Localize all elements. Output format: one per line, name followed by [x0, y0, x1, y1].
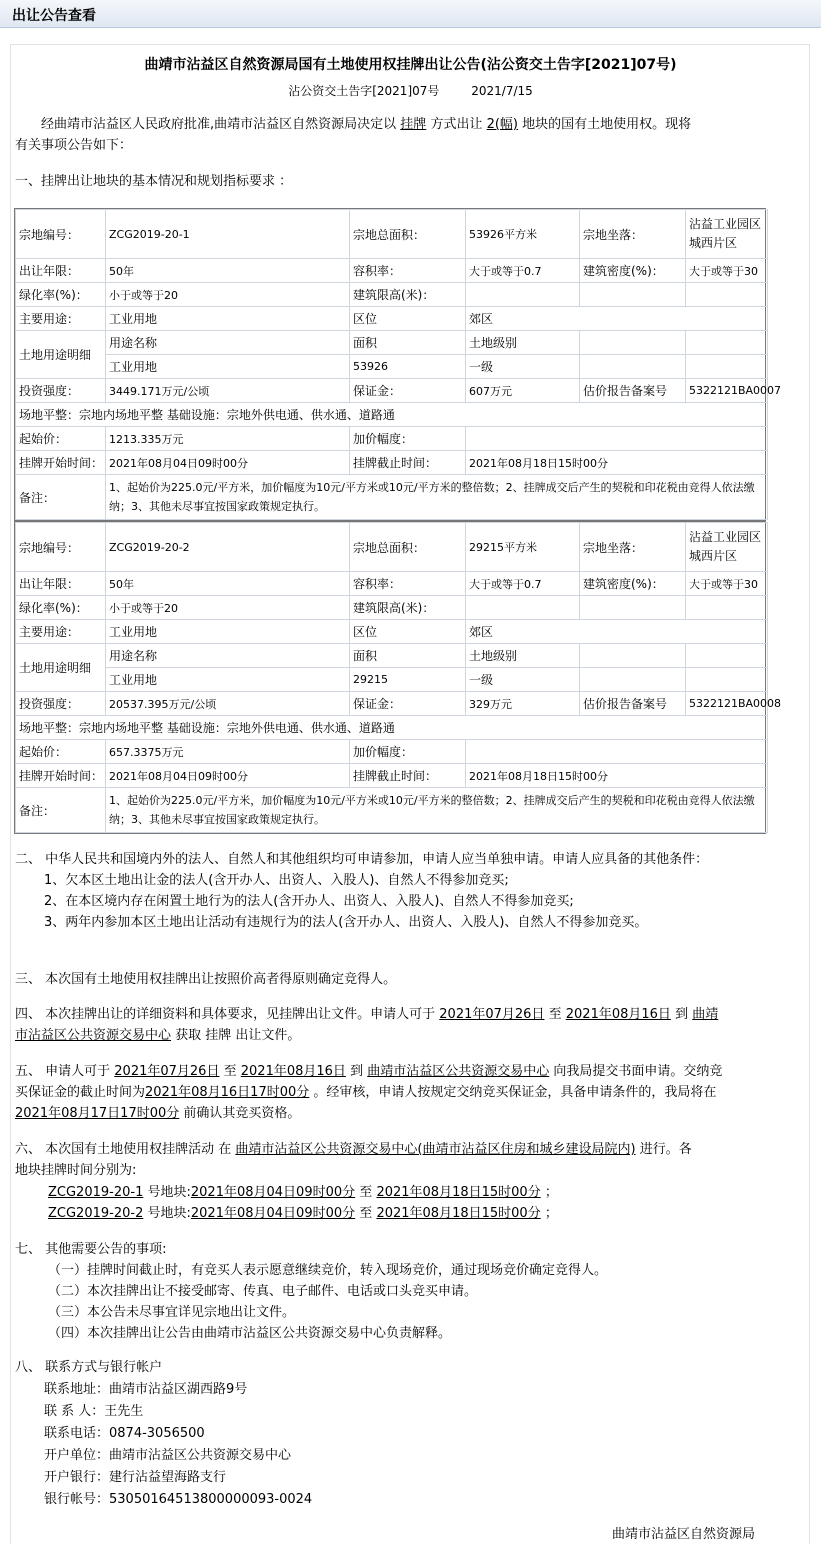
- doc-ref-no: 沾公资交土告字[2021]07号: [288, 84, 440, 98]
- table-cell: 挂牌开始时间：: [16, 764, 106, 788]
- contact-address: 联系地址：曲靖市沾益区湖西路9号: [44, 1382, 248, 1397]
- account-number: 银行帐号：53050164513800000093-0024: [44, 1492, 313, 1507]
- table-cell: 工业用地: [106, 307, 350, 331]
- section-2-item: 1、欠本区土地出让金的法人(含开办人、出资人、入股人)、自然人不得参加竞买;: [44, 873, 509, 888]
- s6-place: 曲靖市沾益区公共资源交易中心(曲靖市沾益区住房和城乡建设局院内): [235, 1142, 636, 1157]
- table-cell: 保证金：: [350, 692, 466, 716]
- table-cell: 607万元: [466, 379, 580, 403]
- table-cell: 沾益工业园区城西片区: [686, 523, 768, 572]
- table-cell: 加价幅度：: [350, 740, 466, 764]
- section-7-heading: 七、 其他需要公告的事项:: [15, 1242, 167, 1257]
- contact-phone: 联系电话：0874-3056500: [44, 1426, 205, 1441]
- table-cell: [466, 283, 580, 307]
- table-cell: 657.3375万元: [106, 740, 350, 764]
- doc-subline: [0, 82, 821, 99]
- table-cell: 区位: [350, 620, 466, 644]
- table-cell: 50年: [106, 259, 350, 283]
- section-2-item: 2、在本区境内存在闲置土地行为的法人(含开办人、出资人、入股人)、自然人不得参加竞买;: [44, 894, 574, 909]
- table-cell: 5322121BA0008: [686, 692, 768, 716]
- table-cell: 面积: [350, 644, 466, 668]
- table-cell: 宗地编号：: [16, 210, 106, 259]
- table-cell: [466, 740, 768, 764]
- table-cell: [686, 331, 768, 355]
- s5-confirm-time: 2021年08月17日17时00分: [15, 1106, 180, 1121]
- table-cell: 29215平方米: [466, 523, 580, 572]
- table-cell: ZCG2019-20-2: [106, 523, 350, 572]
- table-cell: 绿化率(%)：: [16, 596, 106, 620]
- table-cell: [466, 596, 580, 620]
- section-7-item: （一）挂牌时间截止时，有竞买人表示愿意继续竞价，转入现场竞价，通过现场竞价确定竞得人。: [48, 1263, 608, 1278]
- table-cell: 3449.171万元/公顷: [106, 379, 350, 403]
- table-cell: 大于或等于0.7: [466, 259, 580, 283]
- doc-date: 2021/7/15: [471, 84, 533, 98]
- table-cell: 备注：: [16, 788, 106, 833]
- intro-method: 挂牌: [400, 117, 427, 132]
- section-1-heading: 一、挂牌出让地块的基本情况和规划指标要求 ：: [15, 174, 293, 189]
- table-cell: 大于或等于0.7: [466, 572, 580, 596]
- section-7-item: （三）本公告未尽事宜详见宗地出让文件。: [48, 1305, 296, 1320]
- s4-date-end: 2021年08月16日: [565, 1007, 671, 1022]
- table-cell: 挂牌截止时间：: [350, 764, 466, 788]
- section-7-item: （四）本次挂牌出让公告由曲靖市沾益区公共资源交易中心负责解释。: [48, 1326, 452, 1341]
- section-3: 三、 本次国有土地使用权挂牌出让按照价高者得原则确定竞得人。: [15, 972, 397, 987]
- table-cell: 投资强度：: [16, 692, 106, 716]
- intro-paragraph: 经曲靖市沾益区人民政府批准,曲靖市沾益区自然资源局决定以 挂牌 方式出让 2(幅) 地块的国有土地使用权。现将 有关事项公告如下：: [15, 117, 692, 153]
- intro-count: 2(幅): [486, 117, 519, 132]
- account-bank: 开户银行：建行沾益望海路支行: [44, 1470, 227, 1485]
- table-cell: [686, 355, 768, 379]
- table-cell: 329万元: [466, 692, 580, 716]
- table-cell: [580, 355, 686, 379]
- s4-place-cont: 市沾益区公共资源交易中心: [15, 1028, 172, 1043]
- table-cell: [580, 331, 686, 355]
- table-cell: 53926平方米: [466, 210, 580, 259]
- table-cell: 建筑限高(米)：: [350, 596, 466, 620]
- table-cell: 20537.395万元/公顷: [106, 692, 350, 716]
- section-2-heading: 二、 中华人民共和国境内外的法人、自然人和其他组织均可申请参加，申请人应当单独申请。申请人应具备的其他条件：: [15, 852, 709, 867]
- table-cell: 出让年限：: [16, 259, 106, 283]
- table-cell: [686, 283, 768, 307]
- doc-title: 曲靖市沾益区自然资源局国有土地使用权挂牌出让公告(沾公资交土告字[2021]07号): [144, 57, 677, 73]
- s6-schedule-row: ZCG2019-20-1 号地块:2021年08月04日09时00分 至 2021年08月18日15时00分 ；: [48, 1185, 558, 1200]
- table-cell: 保证金：: [350, 379, 466, 403]
- table-cell: 建筑密度(%)：: [580, 572, 686, 596]
- section-8-heading: 八、 联系方式与银行帐户: [15, 1360, 163, 1375]
- signature: 曲靖市沾益区自然资源局: [612, 1527, 756, 1542]
- table-cell: 一级: [466, 668, 580, 692]
- table-cell: [686, 644, 768, 668]
- section-2-item: 3、两年内参加本区土地出让活动有违规行为的法人(含开办人、出资人、入股人)、自然人不得参加竞买。: [44, 915, 648, 930]
- table-cell: [580, 283, 686, 307]
- table-cell: [580, 644, 686, 668]
- table-cell: [686, 596, 768, 620]
- table-cell: 主要用途：: [16, 307, 106, 331]
- s4-place: 曲靖: [692, 1007, 719, 1022]
- table-cell: 区位: [350, 307, 466, 331]
- table-cell: 宗地总面积：: [350, 210, 466, 259]
- contact-person: 联 系 人：王先生: [44, 1404, 144, 1419]
- table-cell: 一级: [466, 355, 580, 379]
- table-cell: 宗地坐落：: [580, 210, 686, 259]
- table-cell: 郊区: [466, 620, 768, 644]
- s5-date-end: 2021年08月16日: [240, 1064, 346, 1079]
- table-cell: 工业用地: [106, 355, 350, 379]
- table-cell: 2021年08月18日15时00分: [466, 451, 768, 475]
- s6-schedule-row: ZCG2019-20-2 号地块:2021年08月04日09时00分 至 2021年08月18日15时00分 ；: [48, 1206, 558, 1221]
- table-cell: 起始价：: [16, 740, 106, 764]
- table-cell: 建筑密度(%)：: [580, 259, 686, 283]
- table-cell: [580, 596, 686, 620]
- table-cell: 用途名称: [106, 331, 350, 355]
- account-holder: 开户单位：曲靖市沾益区公共资源交易中心: [44, 1448, 292, 1463]
- table-cell: 估价报告备案号: [580, 692, 686, 716]
- table-cell: 场地平整：宗地内场地平整 基础设施：宗地外供电通、供水通、道路通: [16, 403, 768, 427]
- window-title-bar: [0, 0, 821, 28]
- table-cell: 面积: [350, 331, 466, 355]
- table-cell: 挂牌开始时间：: [16, 451, 106, 475]
- table-cell: 备注：: [16, 475, 106, 520]
- window-title: 出让公告查看: [12, 8, 96, 24]
- table-cell: 土地用途明细: [16, 331, 106, 379]
- s4-date-start: 2021年07月26日: [439, 1007, 545, 1022]
- table-cell: 29215: [350, 668, 466, 692]
- table-cell: 容积率：: [350, 572, 466, 596]
- table-cell: 估价报告备案号: [580, 379, 686, 403]
- table-cell: 大于或等于30: [686, 259, 768, 283]
- section-6: 六、 本次国有土地使用权挂牌活动 在 曲靖市沾益区公共资源交易中心(曲靖市沾益区住房和城乡建设局院内) 进行。各 地块挂牌时间分别为:: [15, 1142, 692, 1178]
- section-5: 五、 申请人可于 2021年07月26日 至 2021年08月16日 到 曲靖市沾益区公共资源交易中心 向我局提交书面申请。交纳竞 买保证金的截止时间为2021年08月16日17时00分 。经审核，申请人按规定交纳竞买保证金，具备申请条件的，我局将在 2021年08月17日17时00分 前确认其竞买资格。: [15, 1064, 723, 1121]
- table-cell: 绿化率(%)：: [16, 283, 106, 307]
- table-cell: 2021年08月18日15时00分: [466, 764, 768, 788]
- table-cell: 小于或等于20: [106, 283, 350, 307]
- parcel-table: [14, 208, 782, 521]
- table-cell: 容积率：: [350, 259, 466, 283]
- table-cell: 大于或等于30: [686, 572, 768, 596]
- table-cell: 郊区: [466, 307, 768, 331]
- s5-deadline: 2021年08月16日17时00分: [145, 1085, 310, 1100]
- table-cell: 投资强度：: [16, 379, 106, 403]
- table-cell: 2021年08月04日09时00分: [106, 764, 350, 788]
- table-cell: 宗地编号：: [16, 523, 106, 572]
- table-cell: 小于或等于20: [106, 596, 350, 620]
- table-cell: 土地级别: [466, 644, 580, 668]
- table-cell: 加价幅度：: [350, 427, 466, 451]
- s5-date-start: 2021年07月26日: [114, 1064, 220, 1079]
- table-cell: 1、起始价为225.0元/平方米，加价幅度为10元/平方米或10元/平方米的整倍数；2、挂牌成交后产生的契税和印花税由竞得人依法缴纳；3、其他未尽事宜按国家政策规定执行。: [106, 788, 768, 833]
- table-cell: 53926: [350, 355, 466, 379]
- table-cell: [466, 427, 768, 451]
- table-cell: ZCG2019-20-1: [106, 210, 350, 259]
- table-cell: 出让年限：: [16, 572, 106, 596]
- table-cell: 1、起始价为225.0元/平方米，加价幅度为10元/平方米或10元/平方米的整倍数；2、挂牌成交后产生的契税和印花税由竞得人依法缴纳；3、其他未尽事宜按国家政策规定执行。: [106, 475, 768, 520]
- table-cell: 宗地总面积：: [350, 523, 466, 572]
- table-cell: 建筑限高(米)：: [350, 283, 466, 307]
- table-cell: 场地平整：宗地内场地平整 基础设施：宗地外供电通、供水通、道路通: [16, 716, 768, 740]
- table-cell: 沾益工业园区城西片区: [686, 210, 768, 259]
- table-cell: 起始价：: [16, 427, 106, 451]
- table-cell: 土地级别: [466, 331, 580, 355]
- table-cell: 土地用途明细: [16, 644, 106, 692]
- table-cell: [580, 668, 686, 692]
- table-cell: 工业用地: [106, 668, 350, 692]
- table-cell: 挂牌截止时间：: [350, 451, 466, 475]
- section-7-item: （二）本次挂牌出让不接受邮寄、传真、电子邮件、电话或口头竞买申请。: [48, 1284, 478, 1299]
- section-4: 四、 本次挂牌出让的详细资料和具体要求，见挂牌出让文件。申请人可于 2021年07月26日 至 2021年08月16日 到 曲靖 市沾益区公共资源交易中心 获取 挂牌 出让文件。: [15, 1007, 719, 1043]
- table-cell: 主要用途：: [16, 620, 106, 644]
- table-cell: 工业用地: [106, 620, 350, 644]
- table-cell: 1213.335万元: [106, 427, 350, 451]
- s5-place: 曲靖市沾益区公共资源交易中心: [367, 1064, 550, 1079]
- parcel-table: [14, 521, 782, 834]
- table-cell: 5322121BA0007: [686, 379, 768, 403]
- table-cell: [686, 668, 768, 692]
- table-cell: 用途名称: [106, 644, 350, 668]
- table-cell: 宗地坐落：: [580, 523, 686, 572]
- table-cell: 2021年08月04日09时00分: [106, 451, 350, 475]
- table-cell: 50年: [106, 572, 350, 596]
